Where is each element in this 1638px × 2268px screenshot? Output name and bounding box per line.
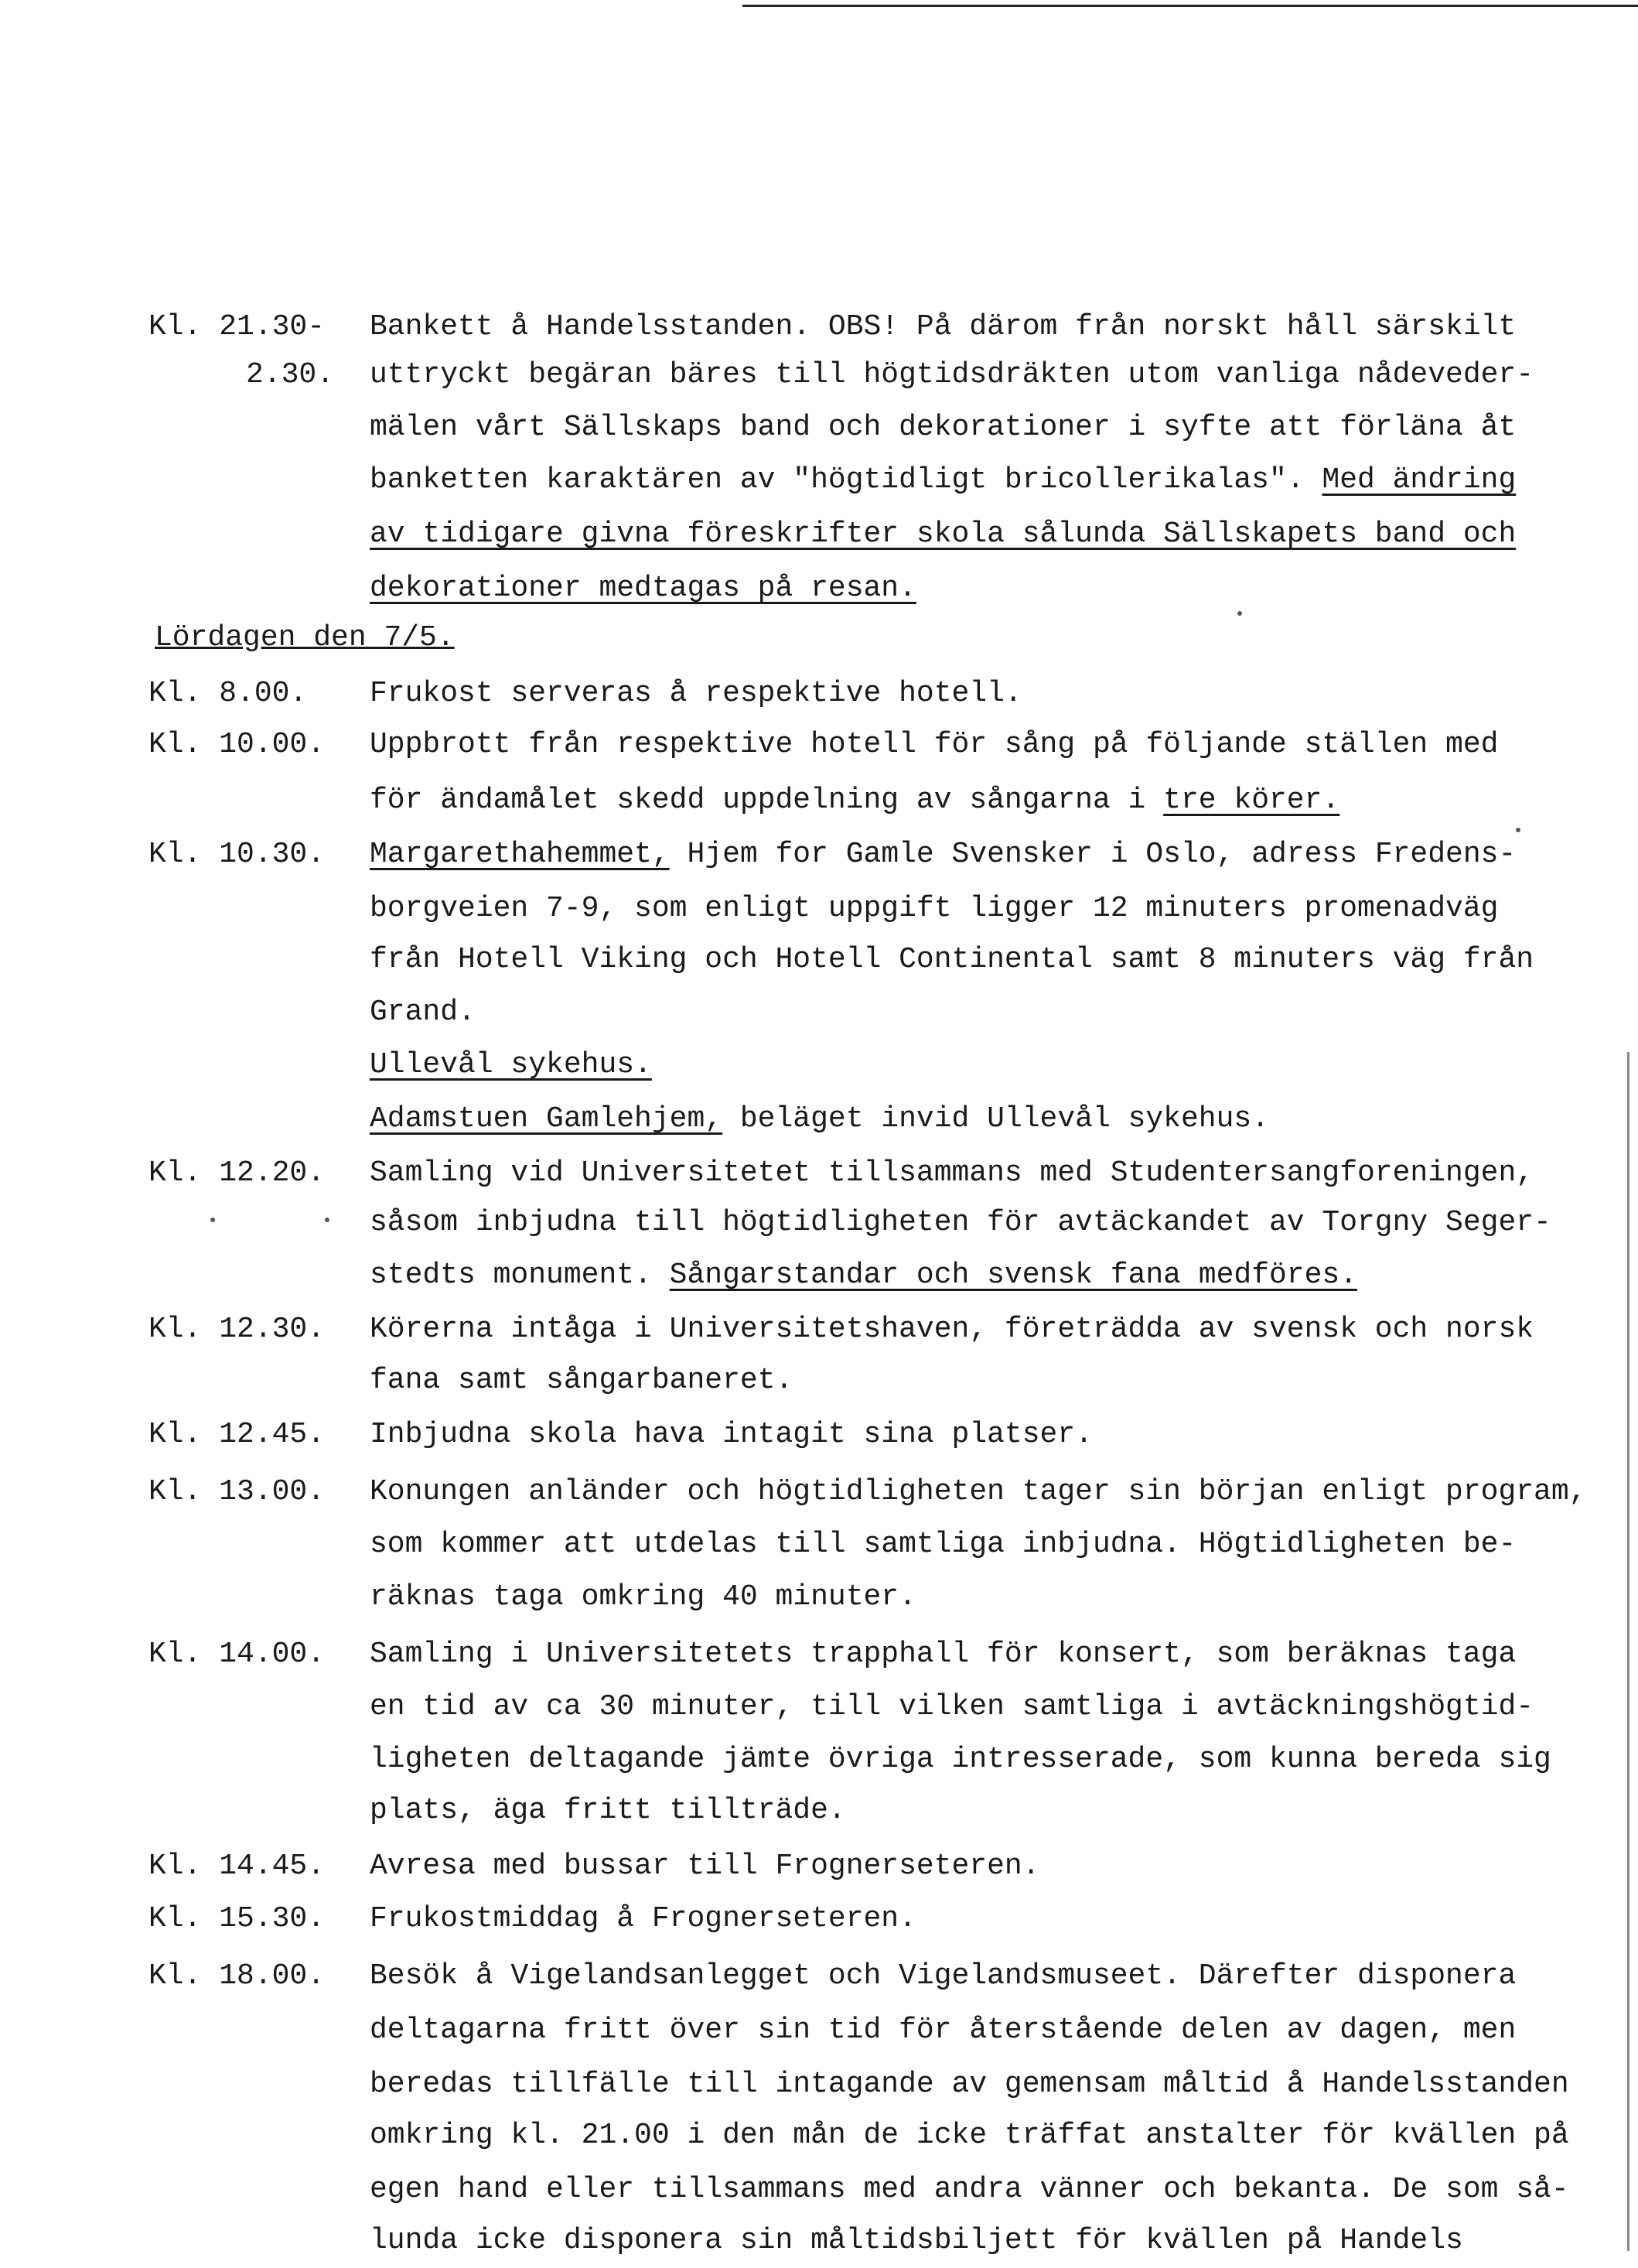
text-segment: från Hotell Viking och Hotell Continental samt 8 minuters väg från xyxy=(370,943,1534,976)
line-text xyxy=(370,2109,1569,2163)
line-text xyxy=(370,828,1516,882)
line-text xyxy=(370,1146,1534,1201)
text-segment: Körerna intåga i Universitetshaven, företrädda av svensk och norsk xyxy=(370,1313,1534,1346)
time-label: Kl. 13.00. xyxy=(148,1475,326,1508)
schedule-line xyxy=(0,718,1638,772)
underlined-text: av tidigare givna föreskrifter skola sålunda Sällskapets band och xyxy=(370,517,1517,551)
schedule-line xyxy=(0,1196,1638,1250)
schedule-line xyxy=(0,2058,1638,2112)
time-label: Kl. 12.45. xyxy=(148,1418,326,1451)
schedule-line xyxy=(0,1733,1638,1787)
line-text xyxy=(370,1733,1551,1787)
text-segment: uttryckt begäran bäres till högtidsdräkten utom vanliga nådeveder- xyxy=(370,358,1534,391)
text-segment: Samling i Universitetets trapphall för konsert, som beräknas taga xyxy=(370,1638,1517,1671)
schedule-line xyxy=(0,348,1638,402)
schedule-line xyxy=(0,1354,1638,1408)
line-text xyxy=(370,1196,1551,1250)
schedule-line xyxy=(0,1628,1638,1682)
schedule-line xyxy=(0,1784,1638,1838)
text-segment: en tid av ca 30 minuter, till vilken samtliga i avtäckningshögtid- xyxy=(370,1690,1534,1723)
text-segment: ligheten deltagande jämte övriga intresserade, som kunna bereda sig xyxy=(370,1743,1551,1776)
schedule-line xyxy=(0,1518,1638,1572)
text-segment: Uppbrott från respektive hotell för sång på följande ställen med xyxy=(370,728,1499,761)
text-segment: beläget invid Ullevål sykehus. xyxy=(722,1102,1269,1136)
line-text xyxy=(370,933,1534,987)
line-text xyxy=(370,2058,1569,2112)
text-segment: Grand. xyxy=(370,996,476,1029)
schedule-line xyxy=(0,667,1638,721)
text-segment: banketten karaktären av "högtidligt bricollerikalas". xyxy=(370,463,1322,497)
line-text xyxy=(370,507,1516,562)
line-text xyxy=(370,348,1534,402)
text-segment: egen hand eller tillsammans med andra vänner och bekanta. De som så- xyxy=(370,2173,1569,2206)
schedule-line xyxy=(0,300,1638,354)
schedule-line xyxy=(0,1892,1638,1946)
time-label: Kl. 14.00. xyxy=(148,1638,326,1671)
text-segment: omkring kl. 21.00 i den mån de icke träffat anstalter för kvällen på xyxy=(370,2119,1569,2152)
line-text xyxy=(370,1248,1357,1303)
line-text xyxy=(370,1038,652,1092)
line-text xyxy=(370,1303,1534,1357)
schedule-line xyxy=(0,2163,1638,2217)
schedule-line xyxy=(0,1146,1638,1201)
underlined-text: Adamstuen Gamlehjem, xyxy=(370,1102,723,1136)
schedule-line xyxy=(0,882,1638,936)
time-label: Kl. 12.20. xyxy=(148,1156,326,1190)
line-text xyxy=(370,1570,916,1624)
schedule-line xyxy=(0,1303,1638,1357)
text-segment: plats, äga fritt tillträde. xyxy=(370,1794,846,1827)
scan-speck xyxy=(1516,828,1520,832)
underlined-text: Med ändring xyxy=(1322,463,1517,497)
text-segment: Frukost serveras å respektive hotell. xyxy=(370,677,1022,710)
line-text xyxy=(370,300,1516,354)
underlined-text: dekorationer medtagas på resan. xyxy=(370,572,916,605)
underlined-text: tre körer. xyxy=(1163,784,1340,817)
line-text xyxy=(370,1892,916,1946)
text-segment: fana samt sångarbaneret. xyxy=(370,1364,793,1397)
line-text xyxy=(370,453,1516,507)
schedule-line xyxy=(0,828,1638,882)
schedule-line xyxy=(0,1839,1638,1894)
line-text xyxy=(370,985,476,1040)
line-text xyxy=(370,882,1498,936)
line-text xyxy=(370,667,1022,721)
schedule-line xyxy=(0,1570,1638,1624)
schedule-line xyxy=(0,1408,1638,1462)
schedule-line xyxy=(0,562,1638,616)
text-segment: räknas taga omkring 40 minuter. xyxy=(370,1580,916,1614)
line-text xyxy=(370,1628,1516,1682)
schedule-line xyxy=(0,507,1638,562)
line-text xyxy=(370,2003,1516,2058)
underlined-text: Ullevål sykehus. xyxy=(370,1048,652,1081)
schedule-line xyxy=(0,1949,1638,2003)
line-text xyxy=(370,401,1516,455)
time-label: Kl. 8.00. xyxy=(148,677,308,710)
line-text xyxy=(370,1839,1040,1894)
schedule-line xyxy=(0,1680,1638,1734)
day-heading: Lördagen den 7/5. xyxy=(155,621,455,654)
time-label: Kl. 12.30. xyxy=(148,1313,326,1346)
text-segment: deltagarna fritt över sin tid för återstående delen av dagen, men xyxy=(370,2014,1517,2047)
schedule-line xyxy=(0,2003,1638,2058)
text-segment: Konungen anländer och högtidligheten tager sin början enligt program, xyxy=(370,1475,1587,1508)
time-label: Kl. 18.00. xyxy=(148,1959,326,1993)
schedule-line xyxy=(0,1248,1638,1303)
time-label: 2.30. xyxy=(246,358,335,391)
scan-speck xyxy=(325,1218,329,1222)
line-text xyxy=(370,562,916,616)
text-segment: borgveien 7-9, som enligt uppgift ligger 12 minuters promenadväg xyxy=(370,892,1499,925)
text-segment: lunda icke disponera sin måltidsbiljett för kvällen på Handels xyxy=(370,2224,1463,2257)
schedule-line xyxy=(0,1092,1638,1146)
time-label: Kl. 21.30- xyxy=(148,310,326,343)
line-text xyxy=(370,1408,1093,1462)
schedule-line xyxy=(0,1465,1638,1519)
line-text xyxy=(370,718,1498,772)
scan-speck xyxy=(1237,611,1242,616)
text-segment: mälen vårt Sällskaps band och dekorationer i syfte att förläna åt xyxy=(370,411,1517,444)
line-text xyxy=(370,1518,1516,1572)
line-text xyxy=(370,1465,1586,1519)
schedule-line xyxy=(0,1038,1638,1092)
top-edge-rule xyxy=(742,5,1638,7)
text-segment: såsom inbjudna till högtidligheten för avtäckandet av Torgny Seger- xyxy=(370,1206,1551,1239)
line-text xyxy=(370,1949,1516,2003)
line-text xyxy=(370,2163,1569,2217)
text-segment: Samling vid Universitetet tillsammans med Studentersangforeningen, xyxy=(370,1156,1534,1190)
text-segment: för ändamålet skedd uppdelning av sångarna i xyxy=(370,784,1164,817)
line-text xyxy=(370,1354,793,1408)
time-label: Kl. 15.30. xyxy=(148,1902,326,1935)
time-label: Kl. 10.00. xyxy=(148,728,326,761)
time-label: Kl. 14.45. xyxy=(148,1850,326,1883)
text-segment: som kommer att utdelas till samtliga inbjudna. Högtidligheten be- xyxy=(370,1528,1517,1561)
text-segment: Besök å Vigelandsanlegget och Vigelandsmuseet. Därefter disponera xyxy=(370,1959,1517,1993)
time-label: Kl. 10.30. xyxy=(148,838,326,871)
text-segment: stedts monument. xyxy=(370,1259,670,1292)
text-segment: Bankett å Handelsstanden. OBS! På därom från norskt håll särskilt xyxy=(370,310,1517,343)
text-segment: Frukostmiddag å Frognerseteren. xyxy=(370,1902,916,1935)
line-text xyxy=(370,1092,1269,1146)
schedule-line xyxy=(0,2214,1638,2268)
schedule-line xyxy=(0,933,1638,987)
day-heading-row xyxy=(0,611,1638,665)
schedule-line xyxy=(0,453,1638,507)
schedule-line xyxy=(0,2109,1638,2163)
underlined-text: Sångarstandar och svensk fana medföres. xyxy=(669,1259,1358,1292)
line-text xyxy=(370,774,1339,828)
line-text xyxy=(370,2214,1463,2268)
line-text xyxy=(370,1680,1534,1734)
text-segment: Inbjudna skola hava intagit sina platser. xyxy=(370,1418,1093,1451)
underlined-text: Margarethahemmet, xyxy=(370,838,670,871)
text-segment: Hjem for Gamle Svensker i Oslo, adress Fredens- xyxy=(669,838,1517,871)
schedule-line xyxy=(0,774,1638,828)
schedule-line xyxy=(0,985,1638,1040)
schedule-line xyxy=(0,401,1638,455)
text-segment: Avresa med bussar till Frognerseteren. xyxy=(370,1850,1040,1883)
scan-speck xyxy=(210,1218,215,1222)
line-text xyxy=(370,1784,846,1838)
text-segment: beredas tillfälle till intagande av gemensam måltid å Handelsstanden xyxy=(370,2068,1569,2101)
